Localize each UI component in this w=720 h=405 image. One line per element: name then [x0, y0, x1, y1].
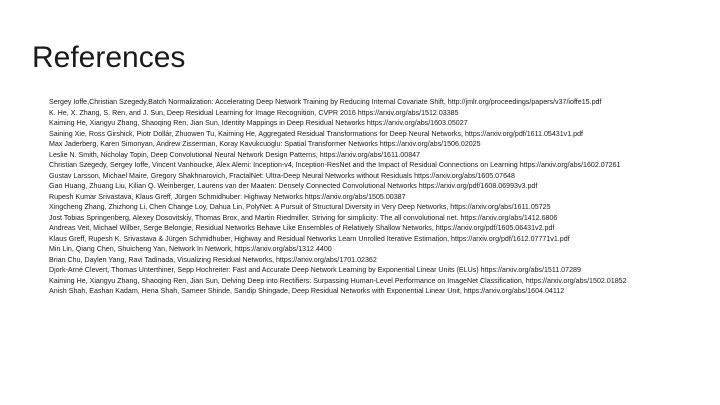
reference-item: Christian Szegedy, Sergey Ioffe, Vincent Vanhoucke, Alex Alemi: Inception-v4, Inception-ResNet and the Impact of Residual Connections on Learning https://arxiv.org/abs/1602.07261	[49, 161, 621, 169]
reference-item: Klaus Greff, Rupesh K. Srivastava & Jürgen Schmidhuber, Highway and Residual Networks Learn Unrolled Iterative Estimation, https://arxiv.org/pdf/1612.07771v1.pdf	[49, 234, 570, 243]
reference-item: Max Jaderberg, Karen Simonyan, Andrew Zisserman, Koray Kavukcuoglu: Spatial Transformer Networks https://arxiv.org/abs/1506.02025	[49, 140, 481, 148]
reference-item: Djork-Arné Clevert, Thomas Unterthiner, Sepp Hochreiter: Fast and Accurate Deep Network Learning by Exponential Linear Units (ELUs) https://arxiv.org/abs/1511.07289	[49, 266, 581, 274]
reference-item: Min Lin, Qiang Chen, Shuicheng Yan, Network In Network, https://arxiv.org/abs/1312.4400	[49, 245, 332, 253]
reference-item: Leslie N. Smith, Nicholay Topin, Deep Convolutional Neural Network Design Patterns, https://arxiv.org/abs/1611.00847	[49, 150, 421, 159]
reference-item: Rupesh Kumar Srivastava, Klaus Greff, Jürgen Schmidhuber: Highway Networks https://arxiv.org/abs/1505.00387	[49, 192, 406, 201]
reference-item: Saining Xie, Ross Girshick, Piotr Dollár, Zhuowen Tu, Kaiming He, Aggregated Residual Transformations for Deep Neural Networks, https://arxiv.org/pdf/1611.05431v1.pdf	[49, 129, 584, 138]
reference-list	[49, 97, 689, 297]
reference-item: Xingcheng Zhang, Zhizhong Li, Chen Change Loy, Dahua Lin, PolyNet: A Pursuit of Structural Diversity in Very Deep Networks, https://arxiv.org/abs/1611.05725	[49, 203, 551, 211]
reference-item: Sergey Ioffe,Christian Szegedy,Batch Normalization: Accelerating Deep Network Training by Reducing Internal Covariate Shift, http://jmlr.org/proceedings/papers/v37/ioffe15.pdf	[49, 98, 602, 106]
reference-item: Anish Shah, Eashan Kadam, Hena Shah, Sameer Shinde, Sandip Shingade, Deep Residual Networks with Exponential Linear Unit, https://arxiv.org/abs/1604.04112	[49, 287, 565, 295]
slide-title: References	[32, 41, 186, 74]
reference-item: Kaiming He, Xiangyu Zhang, Shaoqing Ren, Jian Sun, Identity Mappings in Deep Residual Networks https://arxiv.org/abs/1603.05027	[49, 119, 468, 127]
reference-item: Jost Tobias Springenberg, Alexey Dosovitskiy, Thomas Brox, and Martin Riedmiller. Striving for simplicity: The all convolutional net. https://arxiv.org/abs/1412.6806	[49, 213, 558, 222]
reference-item: Gao Huang, Zhuang Liu, Kilian Q. Weinberger, Laurens van der Maaten: Densely Connected Convolutional Networks https://arxiv.org/pdf/1608.06993v3.pdf	[49, 182, 538, 190]
reference-item: Kaiming He, Xiangyu Zhang, Shaoqing Ren, Jian Sun, Delving Deep into Rectifiers: Surpassing Human-Level Performance on ImageNet Classification, https://arxiv.org/abs/1502.01852	[49, 276, 627, 285]
reference-item: K. He, X. Zhang, S. Ren, and J. Sun, Deep Residual Learning for Image Recognition, CVPR 2016 https://arxiv.org/abs/1512.03385	[49, 108, 459, 117]
reference-item: Brian Chu, Daylen Yang, Ravi Tadinada, Visualizing Residual Networks, https://arxiv.org/abs/1701.02362	[49, 255, 377, 264]
reference-item: Gustav Larsson, Michael Maire, Gregory Shakhnarovich, FractalNet: Ultra-Deep Neural Networks without Residuals https://arxiv.org/abs/1605.07648	[49, 171, 515, 180]
reference-item: Andreas Veit, Michael Wilber, Serge Belongie, Residual Networks Behave Like Ensembles of Relatively Shallow Networks, https://arxiv.org/pdf/1605.06431v2.pdf	[49, 224, 555, 232]
